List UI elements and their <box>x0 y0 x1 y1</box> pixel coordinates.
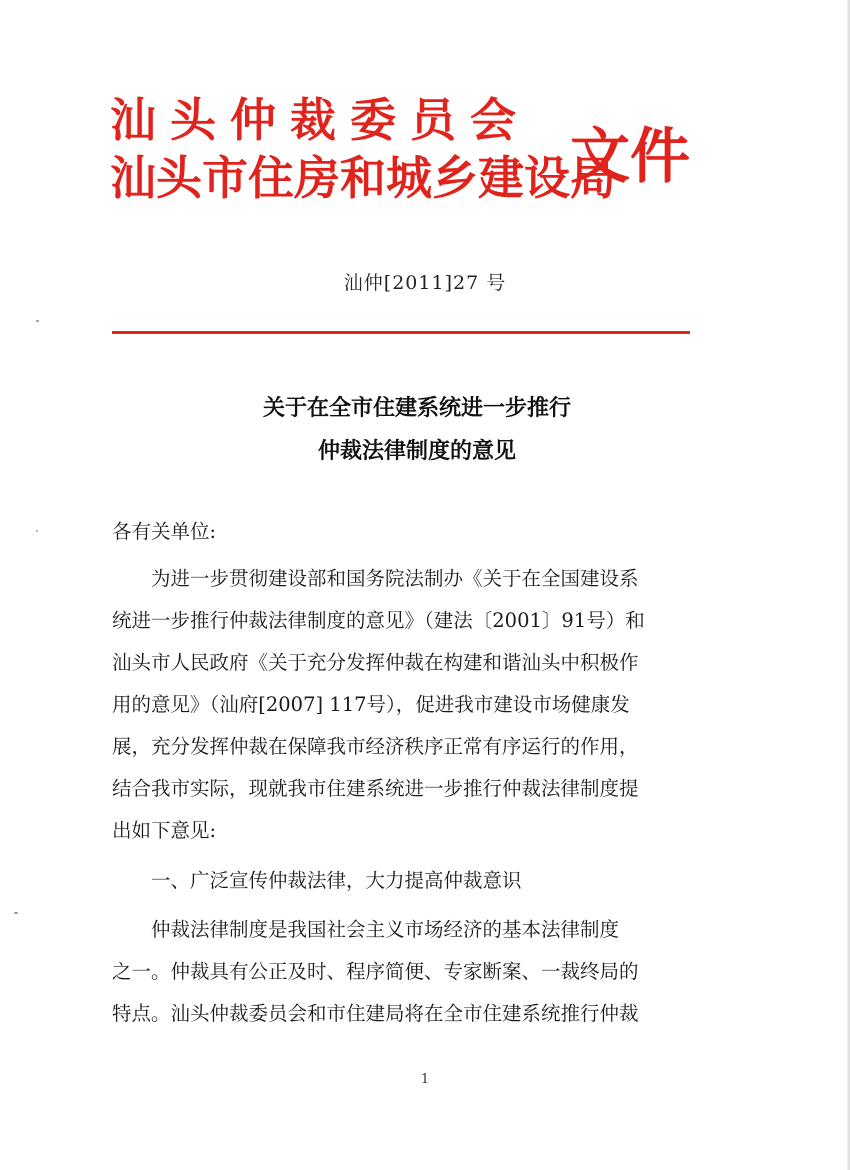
document-header <box>100 92 720 222</box>
body-line: 展，充分发挥仲裁在保障我市经济秩序正常有序运行的作用， <box>112 735 639 758</box>
body-line: 统进一步推行仲裁法律制度的意见》（建法〔2001〕91号）和 <box>112 609 645 632</box>
scan-speck <box>36 320 39 322</box>
scan-speck <box>36 530 38 532</box>
body-line: 结合我市实际，现就我市住建系统进一步推行仲裁法律制度提 <box>112 777 639 800</box>
page-number: 1 <box>420 1072 430 1087</box>
section-heading: 一、广泛宣传仲裁法律，大力提高仲裁意识 <box>112 869 522 892</box>
issuing-org-2: 汕头市住房和城乡建设局 <box>110 151 616 205</box>
body-line: 各有关单位: <box>112 520 217 543</box>
issuing-org-1: 汕头仲裁委员会 <box>110 93 530 147</box>
body-line: 仲裁法律制度是我国社会主义市场经济的基本法律制度 <box>112 918 620 941</box>
header-divider <box>112 331 690 334</box>
body-line: 汕头市人民政府《关于充分发挥仲裁在构建和谐汕头中积极作 <box>112 651 639 674</box>
scan-speck <box>14 912 18 914</box>
document-title-line-2: 仲裁法律制度的意见 <box>317 438 516 464</box>
document-type-label: 文件 <box>570 122 690 192</box>
body-line: 特点。汕头仲裁委员会和市住建局将在全市住建系统推行仲裁 <box>112 1002 639 1025</box>
body-line: 出如下意见: <box>112 819 217 842</box>
body-line: 用的意见》（汕府[2007] 117号），促进我市建设市场健康发 <box>112 693 630 716</box>
body-line: 之一。仲裁具有公正及时、程序简便、专家断案、一裁终局的 <box>112 960 639 983</box>
body-line: 为进一步贯彻建设部和国务院法制办《关于在全国建设系 <box>112 567 639 590</box>
document-title-line-1: 关于在全市住建系统进一步推行 <box>262 395 571 421</box>
document-number: 汕仲[2011]27 号 <box>343 272 507 294</box>
